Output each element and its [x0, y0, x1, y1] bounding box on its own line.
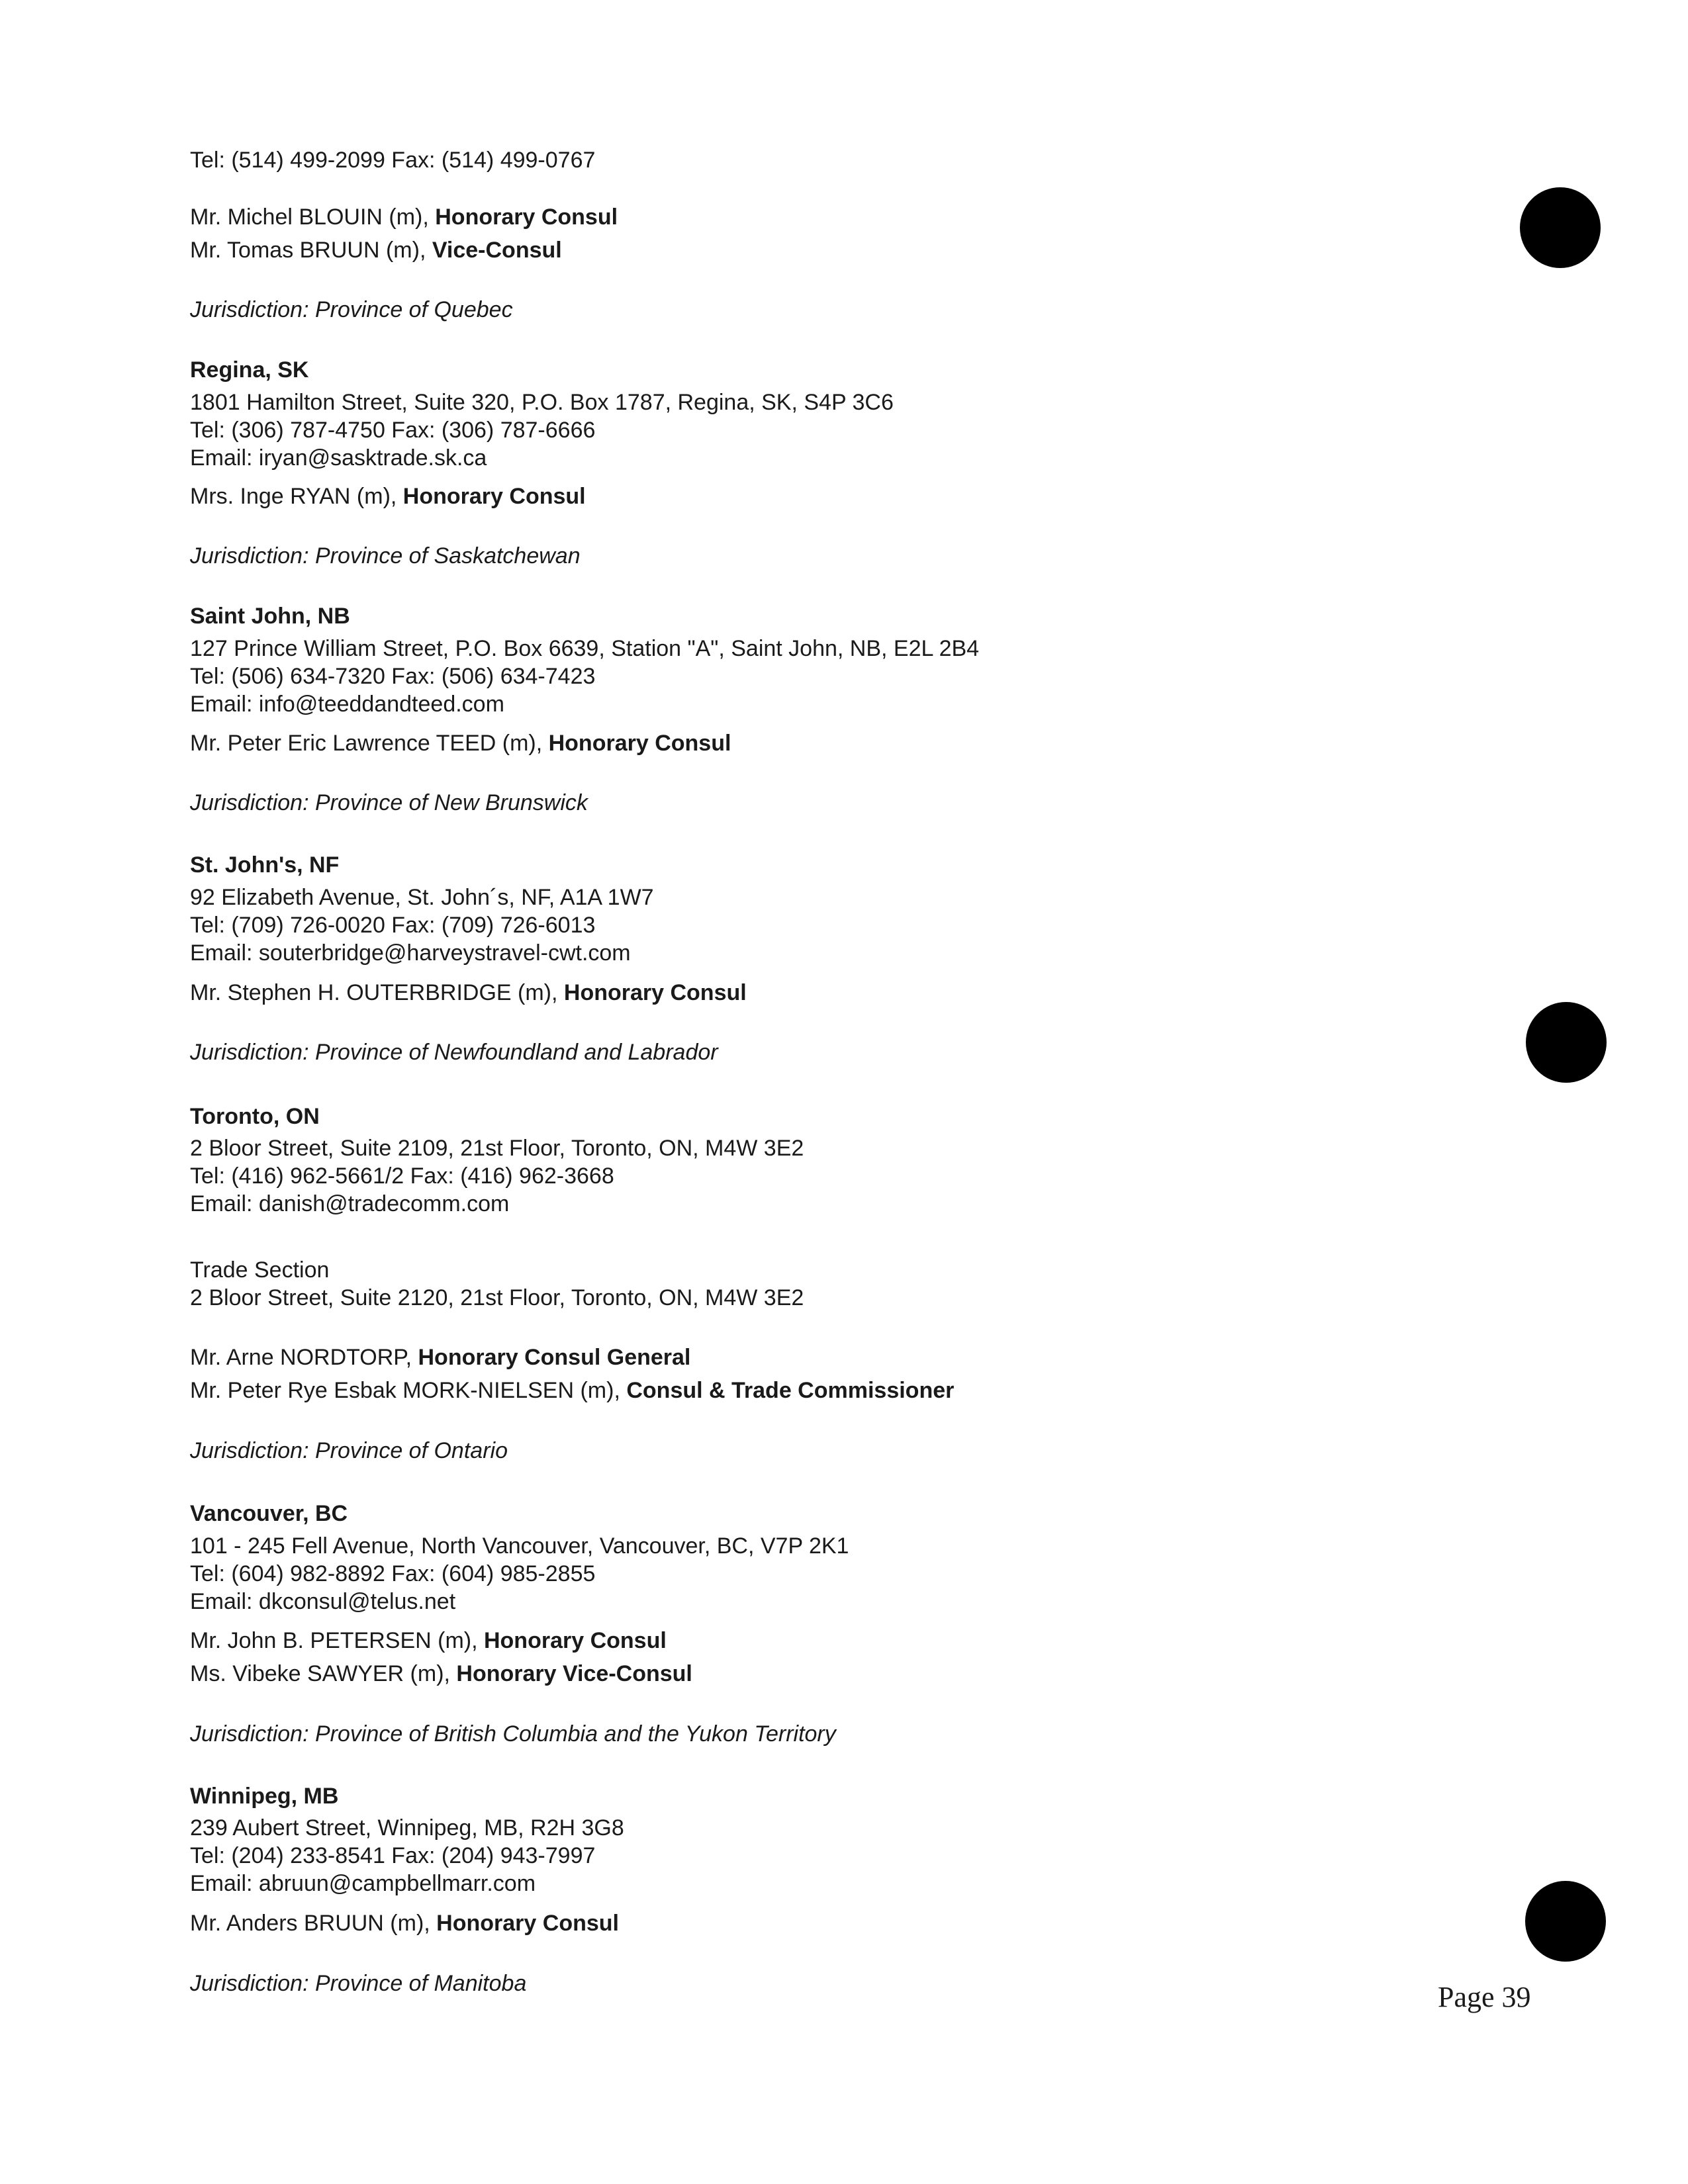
- trade-section-label: Trade Section: [190, 1257, 330, 1283]
- punch-hole-icon: [1520, 187, 1601, 268]
- person-title: Honorary Consul General: [418, 1345, 691, 1370]
- person-name: Mr. Peter Eric Lawrence TEED (m),: [190, 731, 549, 756]
- office-email: Email: dkconsul@telus.net: [190, 1589, 456, 1614]
- office-email: Email: abruun@campbellmarr.com: [190, 1871, 536, 1896]
- jurisdiction: Jurisdiction: Province of British Columbia and the Yukon Territory: [190, 1721, 836, 1747]
- person-title: Honorary Consul: [435, 205, 618, 230]
- office-address: 101 - 245 Fell Avenue, North Vancouver, Vancouver, BC, V7P 2K1: [190, 1533, 849, 1559]
- office-heading: Regina, SK: [190, 357, 309, 383]
- contact-person: [190, 237, 562, 263]
- person-title: Consul & Trade Commissioner: [626, 1378, 955, 1403]
- person-title: Honorary Consul: [548, 731, 731, 756]
- contact-person: [190, 1627, 667, 1654]
- office-address: 1801 Hamilton Street, Suite 320, P.O. Box 1787, Regina, SK, S4P 3C6: [190, 390, 894, 415]
- jurisdiction: Jurisdiction: Province of New Brunswick: [190, 790, 588, 815]
- page-number: Page 39: [1438, 1981, 1531, 2013]
- montreal-tel: Tel: (514) 499-2099 Fax: (514) 499-0767: [190, 148, 596, 173]
- office-email: Email: iryan@sasktrade.sk.ca: [190, 445, 487, 471]
- person-title: Honorary Consul: [483, 1628, 667, 1653]
- office-heading: Toronto, ON: [190, 1104, 320, 1129]
- office-heading: Winnipeg, MB: [190, 1784, 339, 1809]
- office-tel: Tel: (604) 982-8892 Fax: (604) 985-2855: [190, 1561, 596, 1586]
- person-title: Honorary Consul: [563, 980, 747, 1005]
- person-name: Mr. Peter Rye Esbak MORK-NIELSEN (m),: [190, 1378, 627, 1403]
- person-name: Mr. Arne NORDTORP,: [190, 1345, 418, 1370]
- trade-section-address: 2 Bloor Street, Suite 2120, 21st Floor, Toronto, ON, M4W 3E2: [190, 1285, 804, 1310]
- contact-person: [190, 483, 586, 510]
- person-name: Mr. Tomas BRUUN (m),: [190, 238, 432, 263]
- contact-person: [190, 1661, 692, 1687]
- jurisdiction: Jurisdiction: Province of Manitoba: [190, 1971, 527, 1996]
- jurisdiction: Jurisdiction: Province of Saskatchewan: [190, 543, 581, 569]
- office-heading: Vancouver, BC: [190, 1501, 348, 1526]
- office-tel: Tel: (709) 726-0020 Fax: (709) 726-6013: [190, 913, 596, 938]
- person-title: Honorary Consul: [402, 484, 586, 509]
- punch-hole-icon: [1526, 1002, 1607, 1083]
- contact-person: [190, 1344, 690, 1371]
- jurisdiction: Jurisdiction: Province of Quebec: [190, 297, 513, 322]
- person-name: Mrs. Inge RYAN (m),: [190, 484, 403, 509]
- office-email: Email: info@teeddandteed.com: [190, 692, 504, 717]
- office-tel: Tel: (306) 787-4750 Fax: (306) 787-6666: [190, 418, 596, 443]
- office-heading: St. John's, NF: [190, 852, 340, 878]
- office-tel: Tel: (506) 634-7320 Fax: (506) 634-7423: [190, 664, 596, 689]
- office-tel: Tel: (416) 962-5661/2 Fax: (416) 962-3668: [190, 1163, 614, 1189]
- office-address: 127 Prince William Street, P.O. Box 6639, Station "A", Saint John, NB, E2L 2B4: [190, 636, 980, 661]
- contact-person: [190, 204, 618, 230]
- person-name: Mr. Stephen H. OUTERBRIDGE (m),: [190, 980, 564, 1005]
- person-name: Mr. Anders BRUUN (m),: [190, 1911, 437, 1936]
- jurisdiction: Jurisdiction: Province of Newfoundland and Labrador: [190, 1040, 718, 1065]
- office-address: 2 Bloor Street, Suite 2109, 21st Floor, Toronto, ON, M4W 3E2: [190, 1136, 804, 1161]
- punch-hole-icon: [1525, 1881, 1606, 1962]
- person-title: Honorary Vice-Consul: [456, 1661, 692, 1686]
- office-address: 92 Elizabeth Avenue, St. John´s, NF, A1A 1W7: [190, 885, 654, 910]
- contact-person: [190, 979, 747, 1006]
- office-tel: Tel: (204) 233-8541 Fax: (204) 943-7997: [190, 1843, 596, 1868]
- jurisdiction: Jurisdiction: Province of Ontario: [190, 1438, 508, 1463]
- person-title: Honorary Consul: [436, 1911, 619, 1936]
- office-address: 239 Aubert Street, Winnipeg, MB, R2H 3G8: [190, 1815, 624, 1841]
- contact-person: [190, 1377, 954, 1404]
- person-name: Mr. Michel BLOUIN (m),: [190, 205, 436, 230]
- office-email: Email: souterbridge@harveystravel-cwt.com: [190, 940, 631, 966]
- office-heading: Saint John, NB: [190, 604, 350, 629]
- person-name: Mr. John B. PETERSEN (m),: [190, 1628, 484, 1653]
- person-name: Ms. Vibeke SAWYER (m),: [190, 1661, 457, 1686]
- person-title: Vice-Consul: [432, 238, 562, 263]
- contact-person: [190, 1910, 619, 1936]
- contact-person: [190, 730, 731, 756]
- office-email: Email: danish@tradecomm.com: [190, 1191, 510, 1216]
